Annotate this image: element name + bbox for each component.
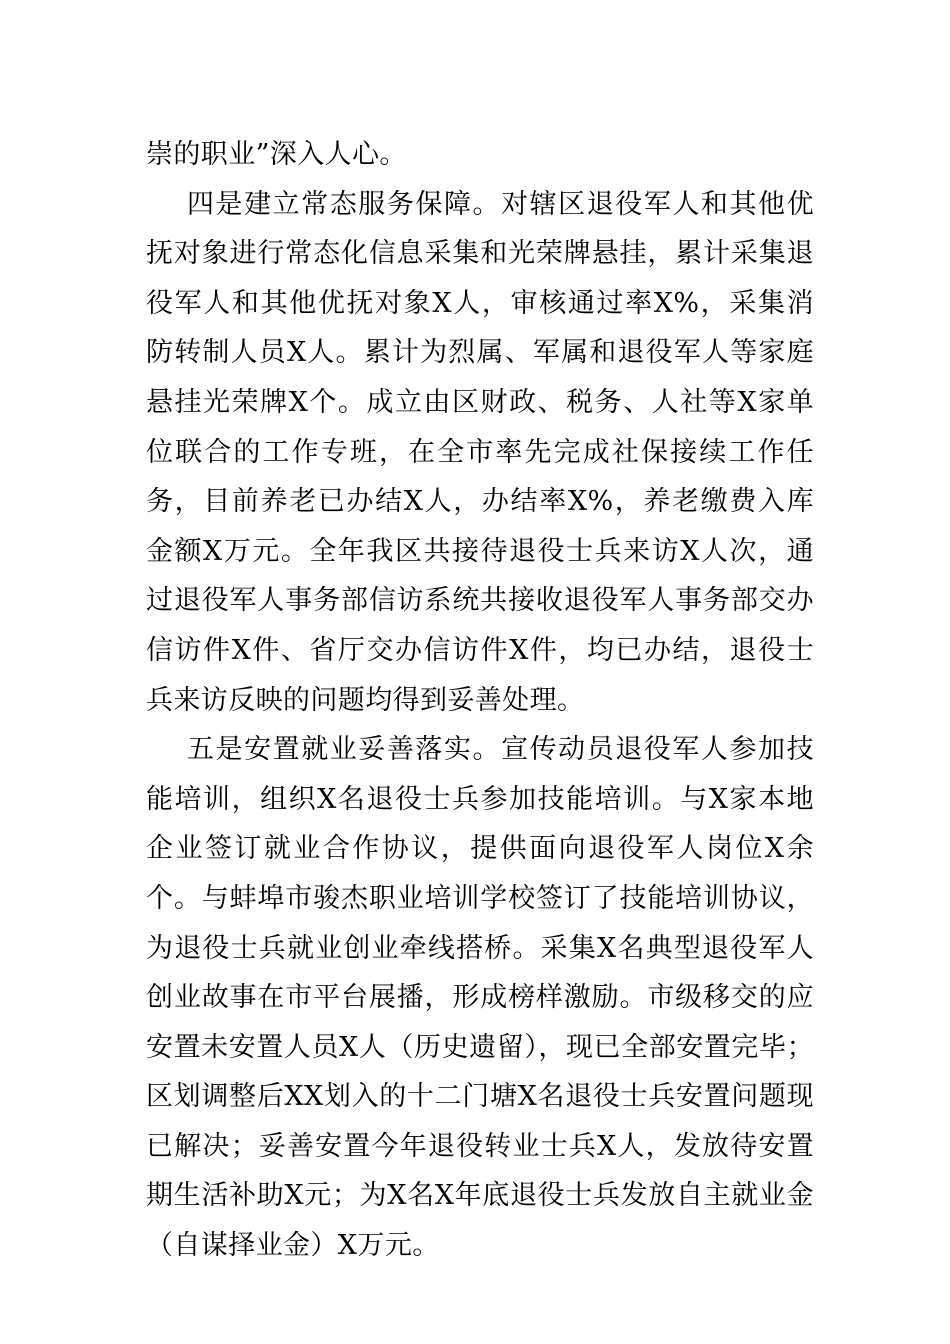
paragraph-service-guarantee: 四是建立常态服务保障。对辖区退役军人和其他优抚对象进行常态化信息采集和光荣牌悬挂，累计采集退役军人和其他优抚对象X人，审核通过率X%，采集消防转制人员X人。累计为烈属、军属和退役军人等家庭悬挂光荣牌X个。成立由区财政、税务、人社等X家单位联合的工作专班，在全市率先完成社保接续工作任务，目前养老已办结X人，办结率X%，养老缴费入库金额X万元。全年我区共接待退役士兵来访X人次，通过退役军人事务部信访系统共接收退役军人事务部交办信访件X件、省厅交办信访件X件，均已办结，退役士兵来访反映的问题均得到妥善处理。 bbox=[146, 188, 814, 716]
paragraph-employment-placement: 五是安置就业妥善落实。宣传动员退役军人参加技能培训，组织X名退役士兵参加技能培训。与X家本地企业签订就业合作协议，提供面向退役军人岗位X余个。与蚌埠市骏杰职业培训学校签订了技能培训协议，为退役士兵就业创业牵线搭桥。采集X名典型退役军人创业故事在市平台展播，形成榜样激励。市级移交的应安置未安置人员X人（历史遗留），现已全部安置完毕；区划调整后XX划入的十二门塘X名退役士兵安置问题现已解决；妥善安置今年退役转业士兵X人，发放待安置期生活补助X元；为X名X年底退役士兵发放自主就业金（自谋择业金）X万元。 bbox=[146, 734, 814, 1262]
paragraph-continuation: 崇的职业”深入人心。 bbox=[146, 139, 407, 170]
document-body bbox=[146, 130, 814, 1271]
